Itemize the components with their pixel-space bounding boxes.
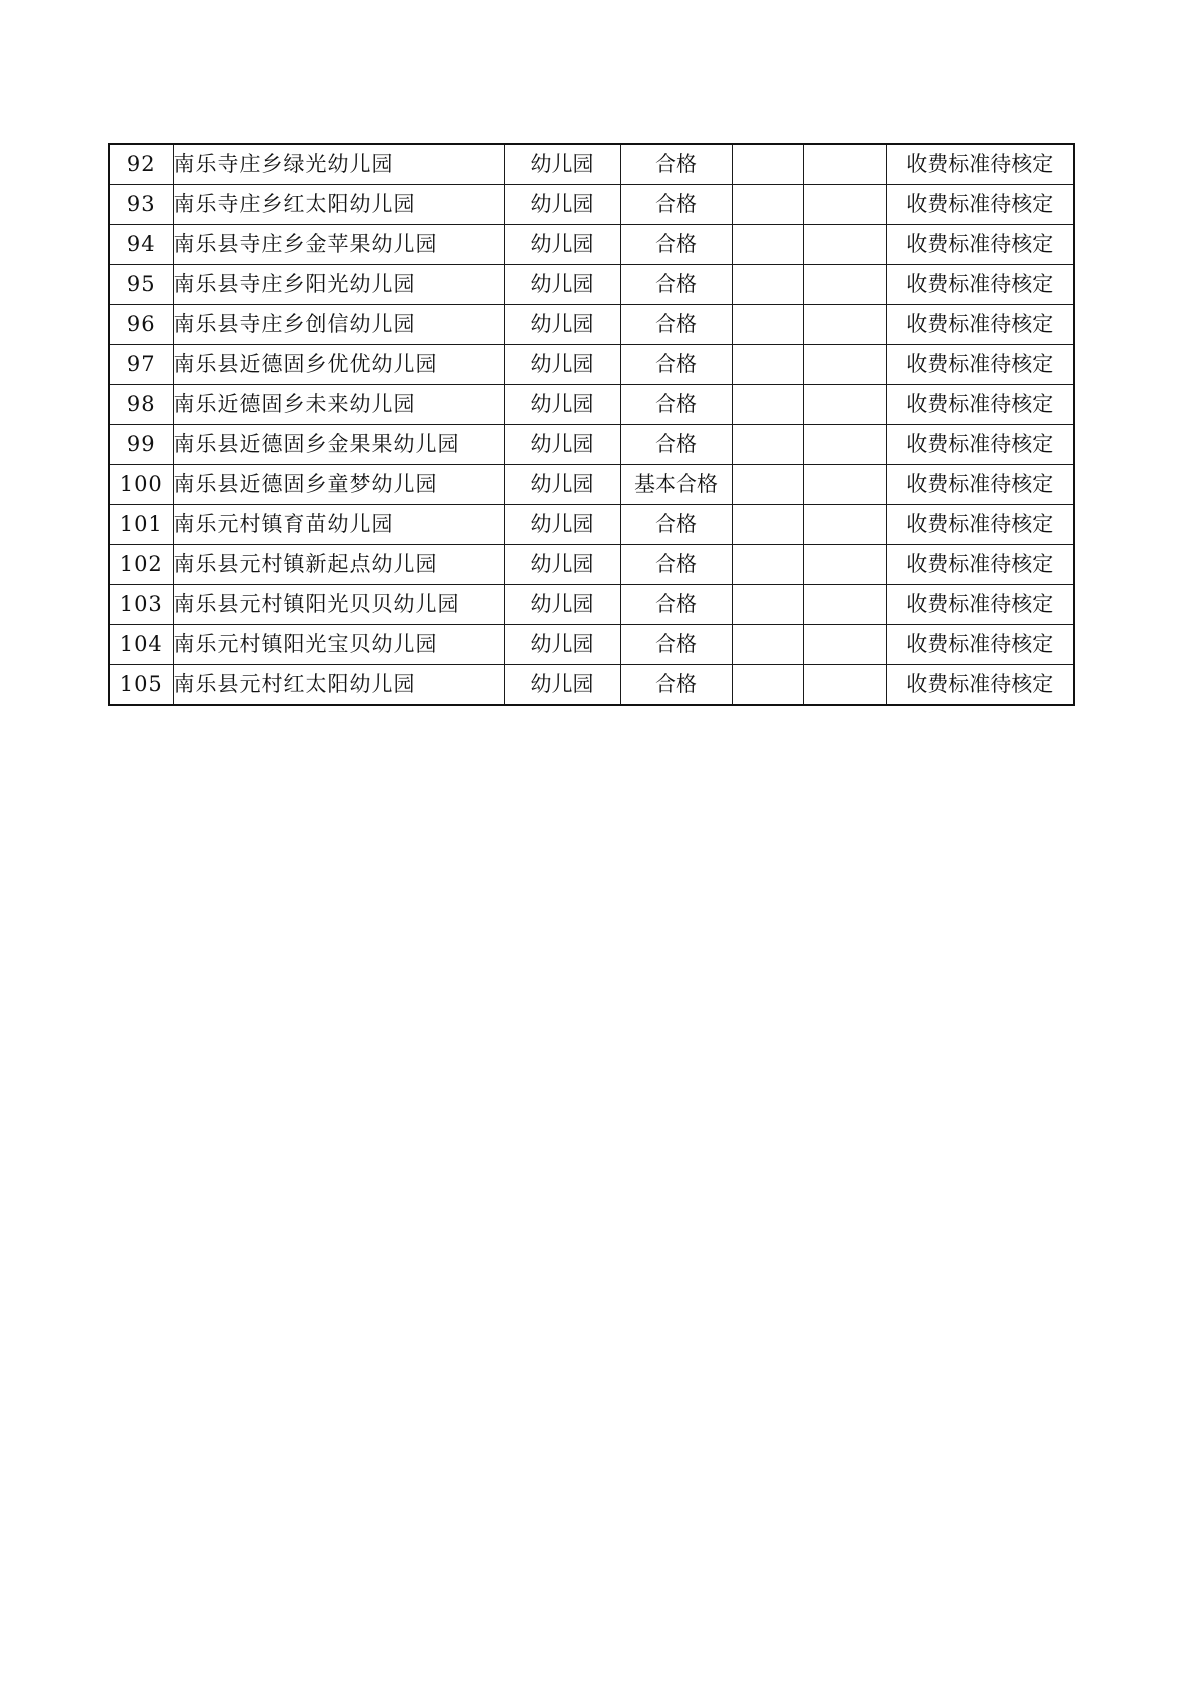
row-number-cell: 92 — [109, 144, 173, 185]
inspection-result-cell: 基本合格 — [620, 465, 732, 505]
inspection-result-cell: 合格 — [620, 425, 732, 465]
institution-type-cell: 幼儿园 — [504, 505, 620, 545]
empty-cell — [732, 144, 803, 185]
empty-cell — [803, 625, 886, 665]
inspection-result-cell: 合格 — [620, 305, 732, 345]
institution-name-cell: 南乐县寺庄乡金苹果幼儿园 — [173, 225, 504, 265]
empty-cell — [803, 144, 886, 185]
table-row — [109, 305, 1074, 345]
remark-cell: 收费标准待核定 — [886, 345, 1074, 385]
empty-cell — [732, 465, 803, 505]
institution-type-cell: 幼儿园 — [504, 305, 620, 345]
table-row — [109, 465, 1074, 505]
institution-type-cell: 幼儿园 — [504, 185, 620, 225]
institution-type-cell: 幼儿园 — [504, 345, 620, 385]
row-number-cell: 98 — [109, 385, 173, 425]
table-row — [109, 265, 1074, 305]
row-number-cell: 101 — [109, 505, 173, 545]
institution-type-cell: 幼儿园 — [504, 625, 620, 665]
empty-cell — [732, 265, 803, 305]
table-row — [109, 185, 1074, 225]
row-number-cell: 104 — [109, 625, 173, 665]
empty-cell — [732, 185, 803, 225]
institution-name-cell: 南乐元村镇育苗幼儿园 — [173, 505, 504, 545]
empty-cell — [732, 585, 803, 625]
table-row — [109, 345, 1074, 385]
remark-cell: 收费标准待核定 — [886, 465, 1074, 505]
remark-cell: 收费标准待核定 — [886, 225, 1074, 265]
remark-cell: 收费标准待核定 — [886, 505, 1074, 545]
remark-cell: 收费标准待核定 — [886, 305, 1074, 345]
empty-cell — [803, 185, 886, 225]
empty-cell — [732, 505, 803, 545]
institution-name-cell: 南乐县寺庄乡创信幼儿园 — [173, 305, 504, 345]
empty-cell — [803, 225, 886, 265]
row-number-cell: 95 — [109, 265, 173, 305]
institution-name-cell: 南乐寺庄乡绿光幼儿园 — [173, 144, 504, 185]
institution-type-cell: 幼儿园 — [504, 545, 620, 585]
inspection-result-cell: 合格 — [620, 505, 732, 545]
empty-cell — [732, 425, 803, 465]
remark-cell: 收费标准待核定 — [886, 545, 1074, 585]
institution-type-cell: 幼儿园 — [504, 425, 620, 465]
empty-cell — [803, 425, 886, 465]
table-row — [109, 144, 1074, 185]
table-row — [109, 545, 1074, 585]
institution-type-cell: 幼儿园 — [504, 265, 620, 305]
remark-cell: 收费标准待核定 — [886, 665, 1074, 706]
institution-type-cell: 幼儿园 — [504, 144, 620, 185]
table-row — [109, 505, 1074, 545]
empty-cell — [732, 545, 803, 585]
table-row — [109, 225, 1074, 265]
institution-name-cell: 南乐元村镇阳光宝贝幼儿园 — [173, 625, 504, 665]
remark-cell: 收费标准待核定 — [886, 185, 1074, 225]
empty-cell — [732, 345, 803, 385]
remark-cell: 收费标准待核定 — [886, 625, 1074, 665]
inspection-result-cell: 合格 — [620, 665, 732, 706]
empty-cell — [803, 385, 886, 425]
row-number-cell: 94 — [109, 225, 173, 265]
empty-cell — [803, 545, 886, 585]
institution-name-cell: 南乐近德固乡未来幼儿园 — [173, 385, 504, 425]
remark-cell: 收费标准待核定 — [886, 265, 1074, 305]
remark-cell: 收费标准待核定 — [886, 144, 1074, 185]
empty-cell — [732, 305, 803, 345]
table-row — [109, 385, 1074, 425]
empty-cell — [803, 665, 886, 706]
table-row — [109, 625, 1074, 665]
row-number-cell: 102 — [109, 545, 173, 585]
institution-name-cell: 南乐县近德固乡童梦幼儿园 — [173, 465, 504, 505]
remark-cell: 收费标准待核定 — [886, 425, 1074, 465]
empty-cell — [803, 345, 886, 385]
empty-cell — [732, 385, 803, 425]
institution-type-cell: 幼儿园 — [504, 465, 620, 505]
inspection-result-cell: 合格 — [620, 585, 732, 625]
inspection-result-cell: 合格 — [620, 625, 732, 665]
row-number-cell: 96 — [109, 305, 173, 345]
inspection-result-cell: 合格 — [620, 225, 732, 265]
institution-type-cell: 幼儿园 — [504, 225, 620, 265]
institution-name-cell: 南乐县近德固乡优优幼儿园 — [173, 345, 504, 385]
institution-name-cell: 南乐县元村镇新起点幼儿园 — [173, 545, 504, 585]
table-row — [109, 665, 1074, 706]
row-number-cell: 93 — [109, 185, 173, 225]
inspection-result-cell: 合格 — [620, 345, 732, 385]
institution-name-cell: 南乐县元村镇阳光贝贝幼儿园 — [173, 585, 504, 625]
table-row — [109, 425, 1074, 465]
empty-cell — [732, 625, 803, 665]
remark-cell: 收费标准待核定 — [886, 385, 1074, 425]
empty-cell — [803, 465, 886, 505]
empty-cell — [732, 225, 803, 265]
inspection-result-cell: 合格 — [620, 385, 732, 425]
row-number-cell: 103 — [109, 585, 173, 625]
table-row — [109, 585, 1074, 625]
row-number-cell: 100 — [109, 465, 173, 505]
empty-cell — [803, 505, 886, 545]
kindergarten-inspection-table — [108, 143, 1075, 706]
institution-type-cell: 幼儿园 — [504, 585, 620, 625]
institution-type-cell: 幼儿园 — [504, 385, 620, 425]
inspection-result-cell: 合格 — [620, 185, 732, 225]
institution-name-cell: 南乐县寺庄乡阳光幼儿园 — [173, 265, 504, 305]
empty-cell — [803, 585, 886, 625]
row-number-cell: 97 — [109, 345, 173, 385]
row-number-cell: 99 — [109, 425, 173, 465]
table-body — [109, 144, 1074, 705]
institution-name-cell: 南乐寺庄乡红太阳幼儿园 — [173, 185, 504, 225]
inspection-result-cell: 合格 — [620, 545, 732, 585]
institution-name-cell: 南乐县近德固乡金果果幼儿园 — [173, 425, 504, 465]
inspection-result-cell: 合格 — [620, 265, 732, 305]
institution-name-cell: 南乐县元村红太阳幼儿园 — [173, 665, 504, 706]
remark-cell: 收费标准待核定 — [886, 585, 1074, 625]
institution-type-cell: 幼儿园 — [504, 665, 620, 706]
empty-cell — [803, 305, 886, 345]
empty-cell — [803, 265, 886, 305]
row-number-cell: 105 — [109, 665, 173, 706]
inspection-result-cell: 合格 — [620, 144, 732, 185]
empty-cell — [732, 665, 803, 706]
